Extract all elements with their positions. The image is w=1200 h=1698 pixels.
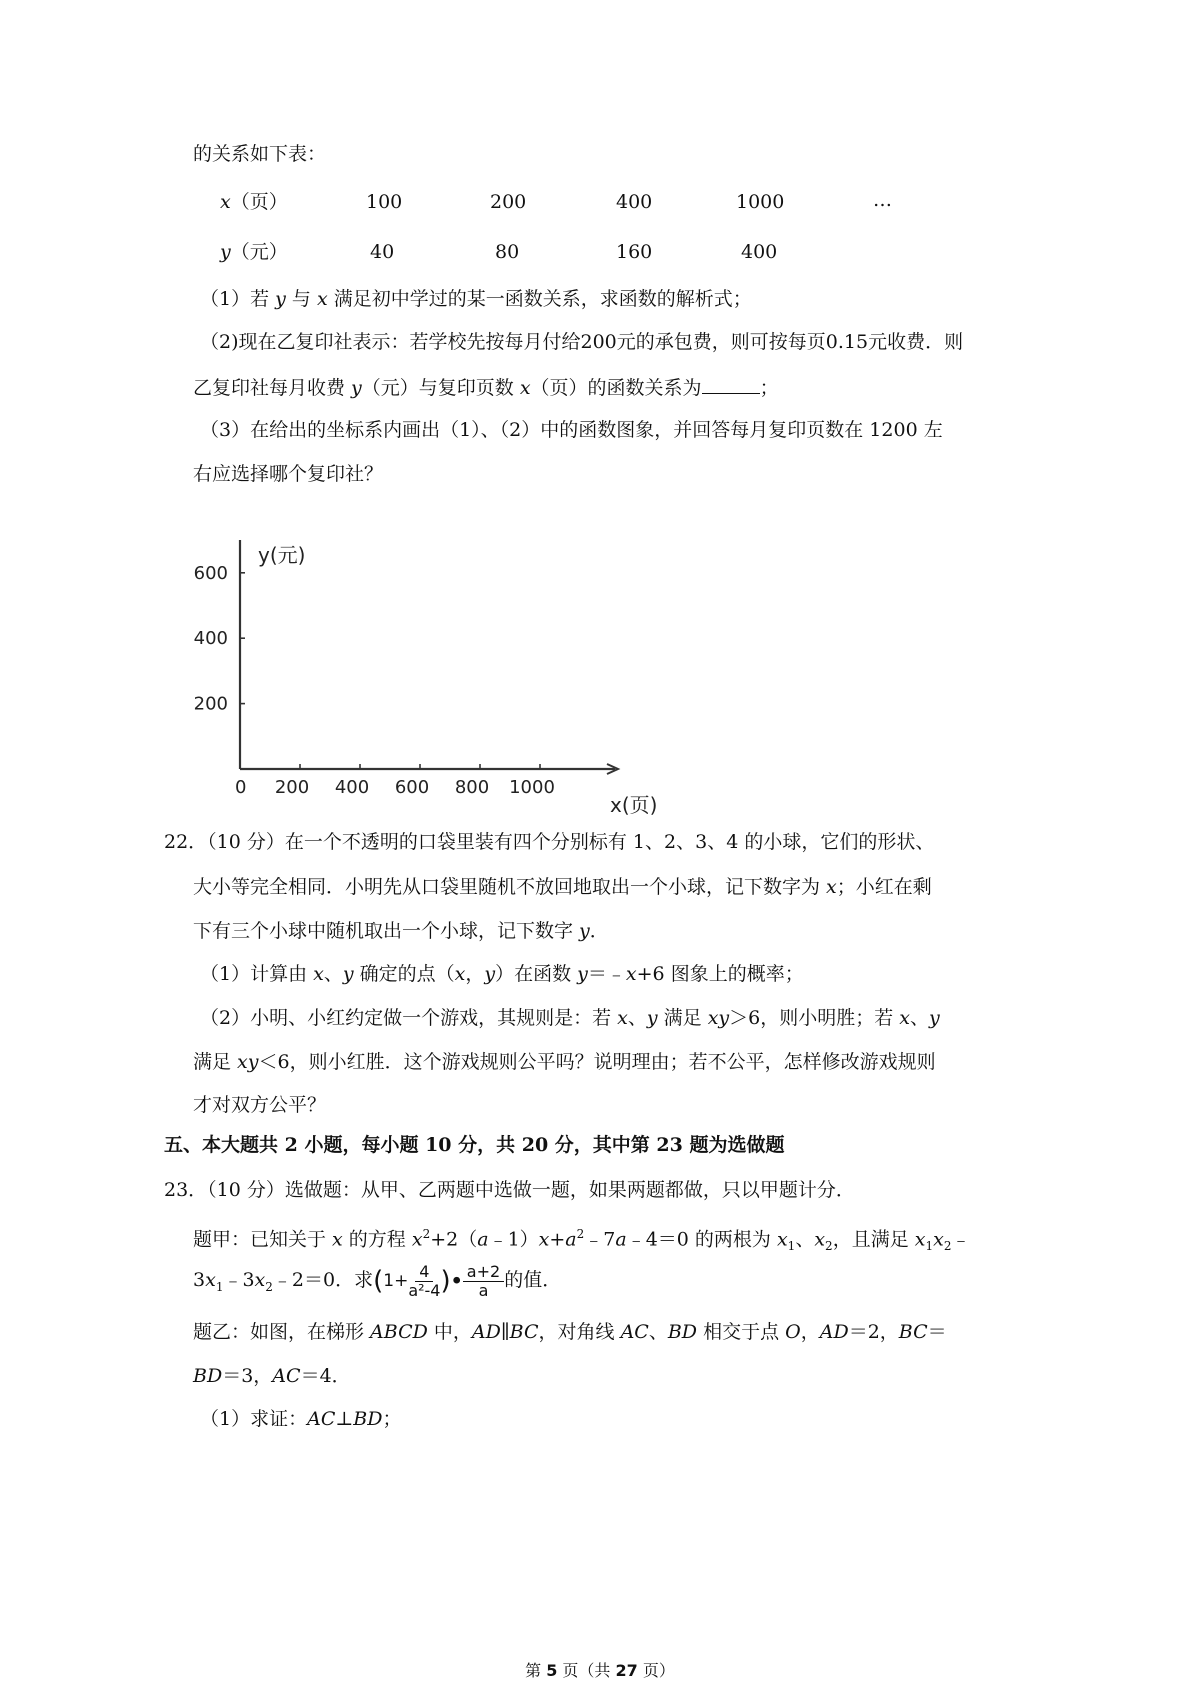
p22-question-2-line3: 才对双方公平？: [193, 1094, 327, 1116]
p23-yi-line1: 题乙：如图，在梯形 ABCD 中，AD∥BC，对角线 AC、BD 相交于点 O，AD＝2，BC＝: [193, 1321, 947, 1343]
formula-paren: (: [373, 1266, 384, 1296]
page-footer: 第 5 页（共 27 页）: [525, 1661, 675, 1680]
table-cell: 400: [616, 191, 653, 213]
y-tick-label: 400: [193, 628, 228, 650]
table-cell: 200: [490, 191, 527, 213]
p21-question-2-line1: （2)现在乙复印社表示：若学校先按每月付给200元的承包费，则可按每页0.15元收费．则: [200, 331, 964, 353]
table-cell: 1000: [736, 191, 785, 213]
formula-fraction: $\frac{a+2}{a}$: [463, 1263, 504, 1300]
y-tick-label: 200: [193, 693, 228, 715]
p22-question-2-line2: 满足 xy＜6，则小红胜．这个游戏规则公平吗？说明理由；若不公平，怎样修改游戏规则: [193, 1051, 936, 1073]
y-axis-label: y(元): [258, 543, 306, 567]
p21-question-3-line1: （3）在给出的坐标系内画出（1）、（2）中的函数图象，并回答每月复印页数在 1200 左: [200, 419, 943, 441]
table-cell: 40: [370, 241, 395, 263]
formula-fraction: $\frac{4}{\text{a²-4}}$: [408, 1261, 441, 1300]
p22-line1: 22．（10 分）在一个不透明的口袋里装有四个分别标有 1、2、3、4 的小球，它们的形状、: [164, 831, 935, 853]
ticks: [194, 563, 555, 798]
p22-line2: 大小等完全相同．小明先从口袋里随机不放回地取出一个小球，记下数字为 x；小红在剩: [193, 876, 932, 898]
table-cell: 100: [366, 191, 403, 213]
y-tick-label: 600: [193, 562, 228, 584]
p23-line1: 23．（10 分）选做题：从甲、乙两题中选做一题，如果两题都做，只以甲题计分．: [164, 1179, 855, 1201]
p23-jia-line1: 题甲：已知关于 x 的方程 $x^2+2(a﹣1)x+a^2﹣7a﹣4=0$ 的两根为 $x_1$、$x_2$，且满足 $x_1x_2﹣$: [193, 1227, 971, 1254]
formula-dot: •: [450, 1270, 463, 1292]
x-tick-label: 200: [274, 777, 310, 798]
x-tick-label: 0: [235, 777, 247, 798]
p21-intro: 的关系如下表：: [193, 143, 327, 165]
p23-jia-line2: $3x_1﹣3x_2﹣2=0$．求(1+ $\frac{4}{\text{a²-4}}$ )• $\frac{a+2}{a}$ 的值．: [193, 1261, 562, 1300]
p21-question-2-line2: 乙复印社每月收费 y（元）与复印页数 x（页）的函数关系为 ；: [193, 377, 779, 399]
p22-question-2-line1: （2）小明、小红约定做一个游戏，其规则是：若 x、y 满足 xy＞6，则小明胜；若 x、y: [200, 1007, 940, 1029]
table-cell: 80: [495, 241, 520, 263]
table-cell: 400: [741, 241, 778, 263]
x-tick-label: 600: [394, 777, 430, 798]
answer-blank: [702, 375, 760, 394]
p23-yi-line2: BD＝3，AC＝4．: [193, 1365, 351, 1387]
p21-question-3-line2: 右应选择哪个复印社？: [193, 463, 384, 485]
table-x-header: x（页）: [220, 191, 288, 213]
formula-one: 1+: [383, 1271, 409, 1291]
axes: [235, 540, 618, 774]
p22-line3: 下有三个小球中随机取出一个小球，记下数字 y．: [193, 920, 609, 942]
formula-paren: ): [440, 1266, 451, 1296]
table-cell: …: [873, 189, 892, 211]
p21-question-1: （1）若 y 与 x 满足初中学过的某一函数关系，求函数的解析式；: [200, 288, 752, 310]
table-y-header: y（元）: [220, 241, 288, 263]
x-tick-label: 400: [334, 777, 370, 798]
table-cell: 160: [616, 241, 653, 263]
x-tick-label: 800: [454, 777, 490, 798]
section-heading: 五、本大题共 2 小题，每小题 10 分，共 20 分，其中第 23 题为选做题: [164, 1134, 785, 1156]
p23-yi-question-1: （1）求证：AC⊥BD；: [200, 1408, 402, 1430]
coordinate-graph: [190, 540, 690, 820]
x-tick-label: 1000: [509, 777, 555, 798]
p22-question-1: （1）计算由 x、y 确定的点（x，y）在函数 y＝﹣x+6 图象上的概率；: [200, 963, 804, 985]
x-axis-label: x(页): [610, 793, 658, 817]
